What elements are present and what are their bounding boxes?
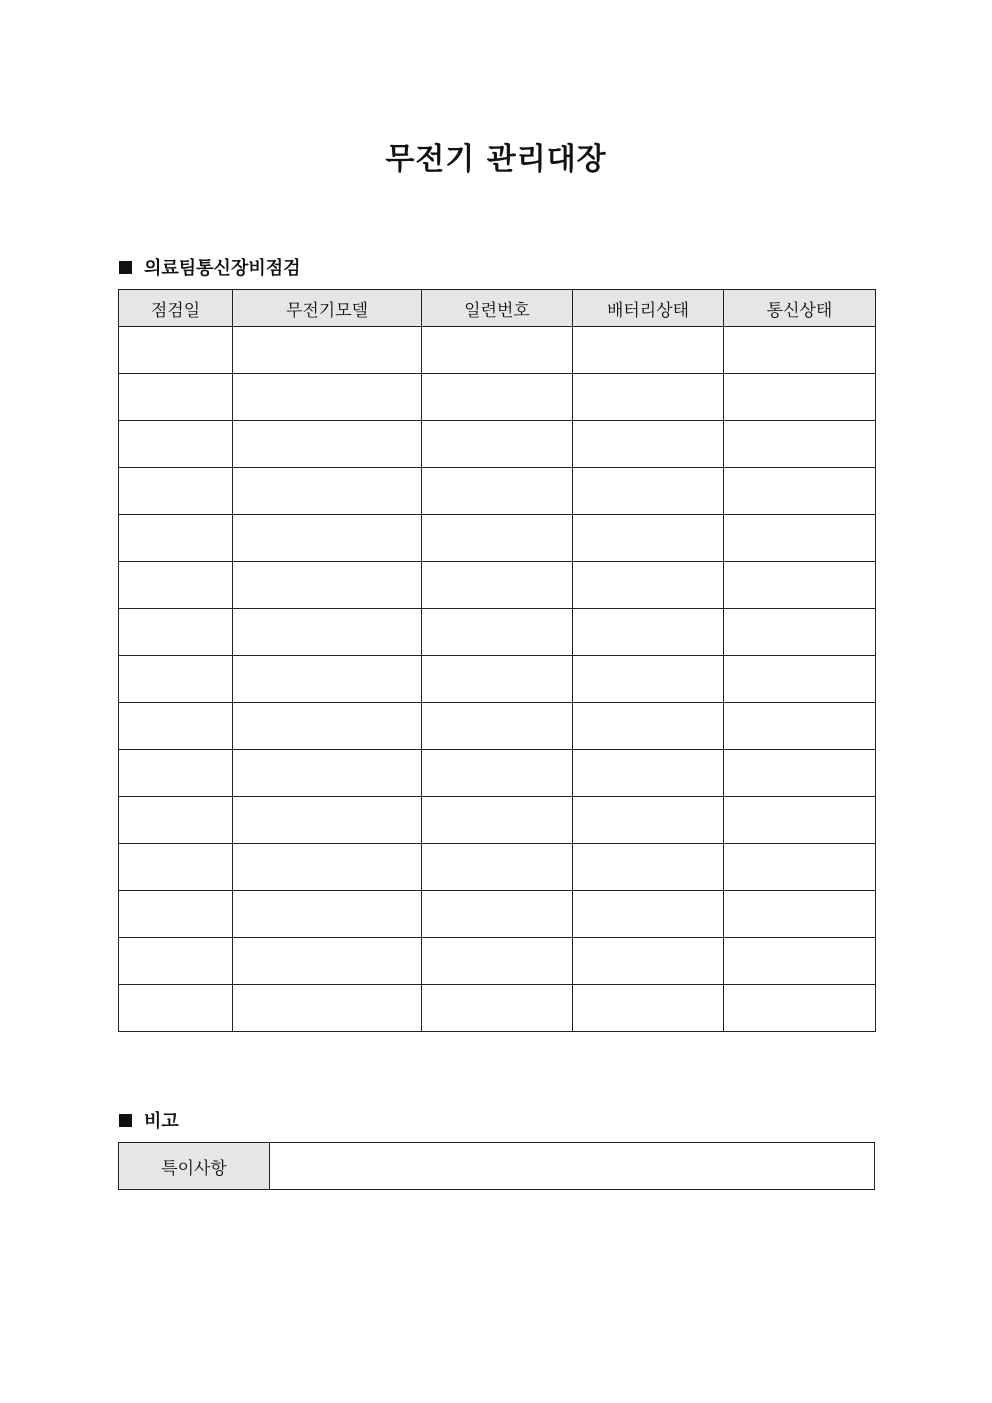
column-header-inspection-date: 점검일	[119, 290, 233, 327]
radio-model-cell[interactable]	[233, 609, 422, 656]
radio-model-cell[interactable]	[233, 938, 422, 985]
comm-status-cell[interactable]	[724, 562, 876, 609]
battery-status-cell[interactable]	[573, 468, 724, 515]
serial-number-cell[interactable]	[422, 750, 573, 797]
radio-model-cell[interactable]	[233, 797, 422, 844]
comm-status-cell[interactable]	[724, 750, 876, 797]
table-row	[119, 468, 876, 515]
radio-model-cell[interactable]	[233, 562, 422, 609]
comm-status-cell[interactable]	[724, 327, 876, 374]
serial-number-cell[interactable]	[422, 844, 573, 891]
table-row	[119, 938, 876, 985]
battery-status-cell[interactable]	[573, 938, 724, 985]
inspection-date-cell[interactable]	[119, 609, 233, 656]
table-row	[119, 562, 876, 609]
table-header-row	[119, 290, 876, 327]
inspection-date-cell[interactable]	[119, 656, 233, 703]
table-row	[119, 797, 876, 844]
serial-number-cell[interactable]	[422, 327, 573, 374]
radio-model-cell[interactable]	[233, 891, 422, 938]
inspection-date-cell[interactable]	[119, 891, 233, 938]
battery-status-cell[interactable]	[573, 797, 724, 844]
comm-status-cell[interactable]	[724, 515, 876, 562]
column-header-serial-number: 일련번호	[422, 290, 573, 327]
serial-number-cell[interactable]	[422, 515, 573, 562]
battery-status-cell[interactable]	[573, 750, 724, 797]
table-row	[119, 421, 876, 468]
column-header-battery-status: 배터리상태	[573, 290, 724, 327]
table-row	[119, 374, 876, 421]
serial-number-cell[interactable]	[422, 703, 573, 750]
remarks-section-title: 비고	[144, 1111, 179, 1132]
battery-status-cell[interactable]	[573, 656, 724, 703]
table-row	[119, 985, 876, 1032]
comm-status-cell[interactable]	[724, 421, 876, 468]
comm-status-cell[interactable]	[724, 703, 876, 750]
page-title: 무전기 관리대장	[385, 142, 607, 177]
serial-number-cell[interactable]	[422, 891, 573, 938]
radio-model-cell[interactable]	[233, 327, 422, 374]
serial-number-cell[interactable]	[422, 468, 573, 515]
table-row	[119, 609, 876, 656]
serial-number-cell[interactable]	[422, 421, 573, 468]
comm-status-cell[interactable]	[724, 656, 876, 703]
inspection-date-cell[interactable]	[119, 797, 233, 844]
column-header-radio-model: 무전기모델	[233, 290, 422, 327]
radio-model-cell[interactable]	[233, 515, 422, 562]
inspection-date-cell[interactable]	[119, 327, 233, 374]
inspection-section-heading	[119, 254, 301, 280]
inspection-date-cell[interactable]	[119, 374, 233, 421]
inspection-date-cell[interactable]	[119, 421, 233, 468]
battery-status-cell[interactable]	[573, 374, 724, 421]
radio-model-cell[interactable]	[233, 374, 422, 421]
battery-status-cell[interactable]	[573, 844, 724, 891]
battery-status-cell[interactable]	[573, 421, 724, 468]
battery-status-cell[interactable]	[573, 891, 724, 938]
inspection-date-cell[interactable]	[119, 985, 233, 1032]
column-header-comm-status: 통신상태	[724, 290, 876, 327]
inspection-date-cell[interactable]	[119, 468, 233, 515]
serial-number-cell[interactable]	[422, 656, 573, 703]
inspection-date-cell[interactable]	[119, 750, 233, 797]
battery-status-cell[interactable]	[573, 327, 724, 374]
comm-status-cell[interactable]	[724, 797, 876, 844]
comm-status-cell[interactable]	[724, 891, 876, 938]
radio-model-cell[interactable]	[233, 844, 422, 891]
inspection-date-cell[interactable]	[119, 938, 233, 985]
remarks-table	[118, 1142, 875, 1190]
radio-model-cell[interactable]	[233, 421, 422, 468]
serial-number-cell[interactable]	[422, 374, 573, 421]
serial-number-cell[interactable]	[422, 938, 573, 985]
serial-number-cell[interactable]	[422, 609, 573, 656]
battery-status-cell[interactable]	[573, 609, 724, 656]
inspection-table	[118, 289, 876, 1032]
serial-number-cell[interactable]	[422, 797, 573, 844]
table-row	[119, 656, 876, 703]
radio-model-cell[interactable]	[233, 750, 422, 797]
inspection-date-cell[interactable]	[119, 515, 233, 562]
comm-status-cell[interactable]	[724, 938, 876, 985]
square-bullet-icon	[119, 261, 132, 274]
radio-model-cell[interactable]	[233, 985, 422, 1032]
inspection-date-cell[interactable]	[119, 703, 233, 750]
table-row	[119, 891, 876, 938]
table-row	[119, 844, 876, 891]
table-row	[119, 515, 876, 562]
remarks-value-cell[interactable]	[270, 1143, 875, 1190]
remarks-section-heading	[119, 1107, 179, 1133]
battery-status-cell[interactable]	[573, 515, 724, 562]
radio-model-cell[interactable]	[233, 468, 422, 515]
inspection-section-title: 의료팀통신장비점검	[144, 258, 301, 279]
square-bullet-icon	[119, 1114, 132, 1127]
serial-number-cell[interactable]	[422, 985, 573, 1032]
comm-status-cell[interactable]	[724, 985, 876, 1032]
battery-status-cell[interactable]	[573, 985, 724, 1032]
battery-status-cell[interactable]	[573, 562, 724, 609]
remarks-label: 특이사항	[119, 1143, 270, 1190]
radio-model-cell[interactable]	[233, 703, 422, 750]
serial-number-cell[interactable]	[422, 562, 573, 609]
table-row	[119, 327, 876, 374]
inspection-date-cell[interactable]	[119, 562, 233, 609]
radio-model-cell[interactable]	[233, 656, 422, 703]
table-row	[119, 703, 876, 750]
comm-status-cell[interactable]	[724, 374, 876, 421]
inspection-date-cell[interactable]	[119, 844, 233, 891]
table-row	[119, 750, 876, 797]
comm-status-cell[interactable]	[724, 609, 876, 656]
remarks-row	[119, 1143, 875, 1190]
comm-status-cell[interactable]	[724, 468, 876, 515]
comm-status-cell[interactable]	[724, 844, 876, 891]
battery-status-cell[interactable]	[573, 703, 724, 750]
